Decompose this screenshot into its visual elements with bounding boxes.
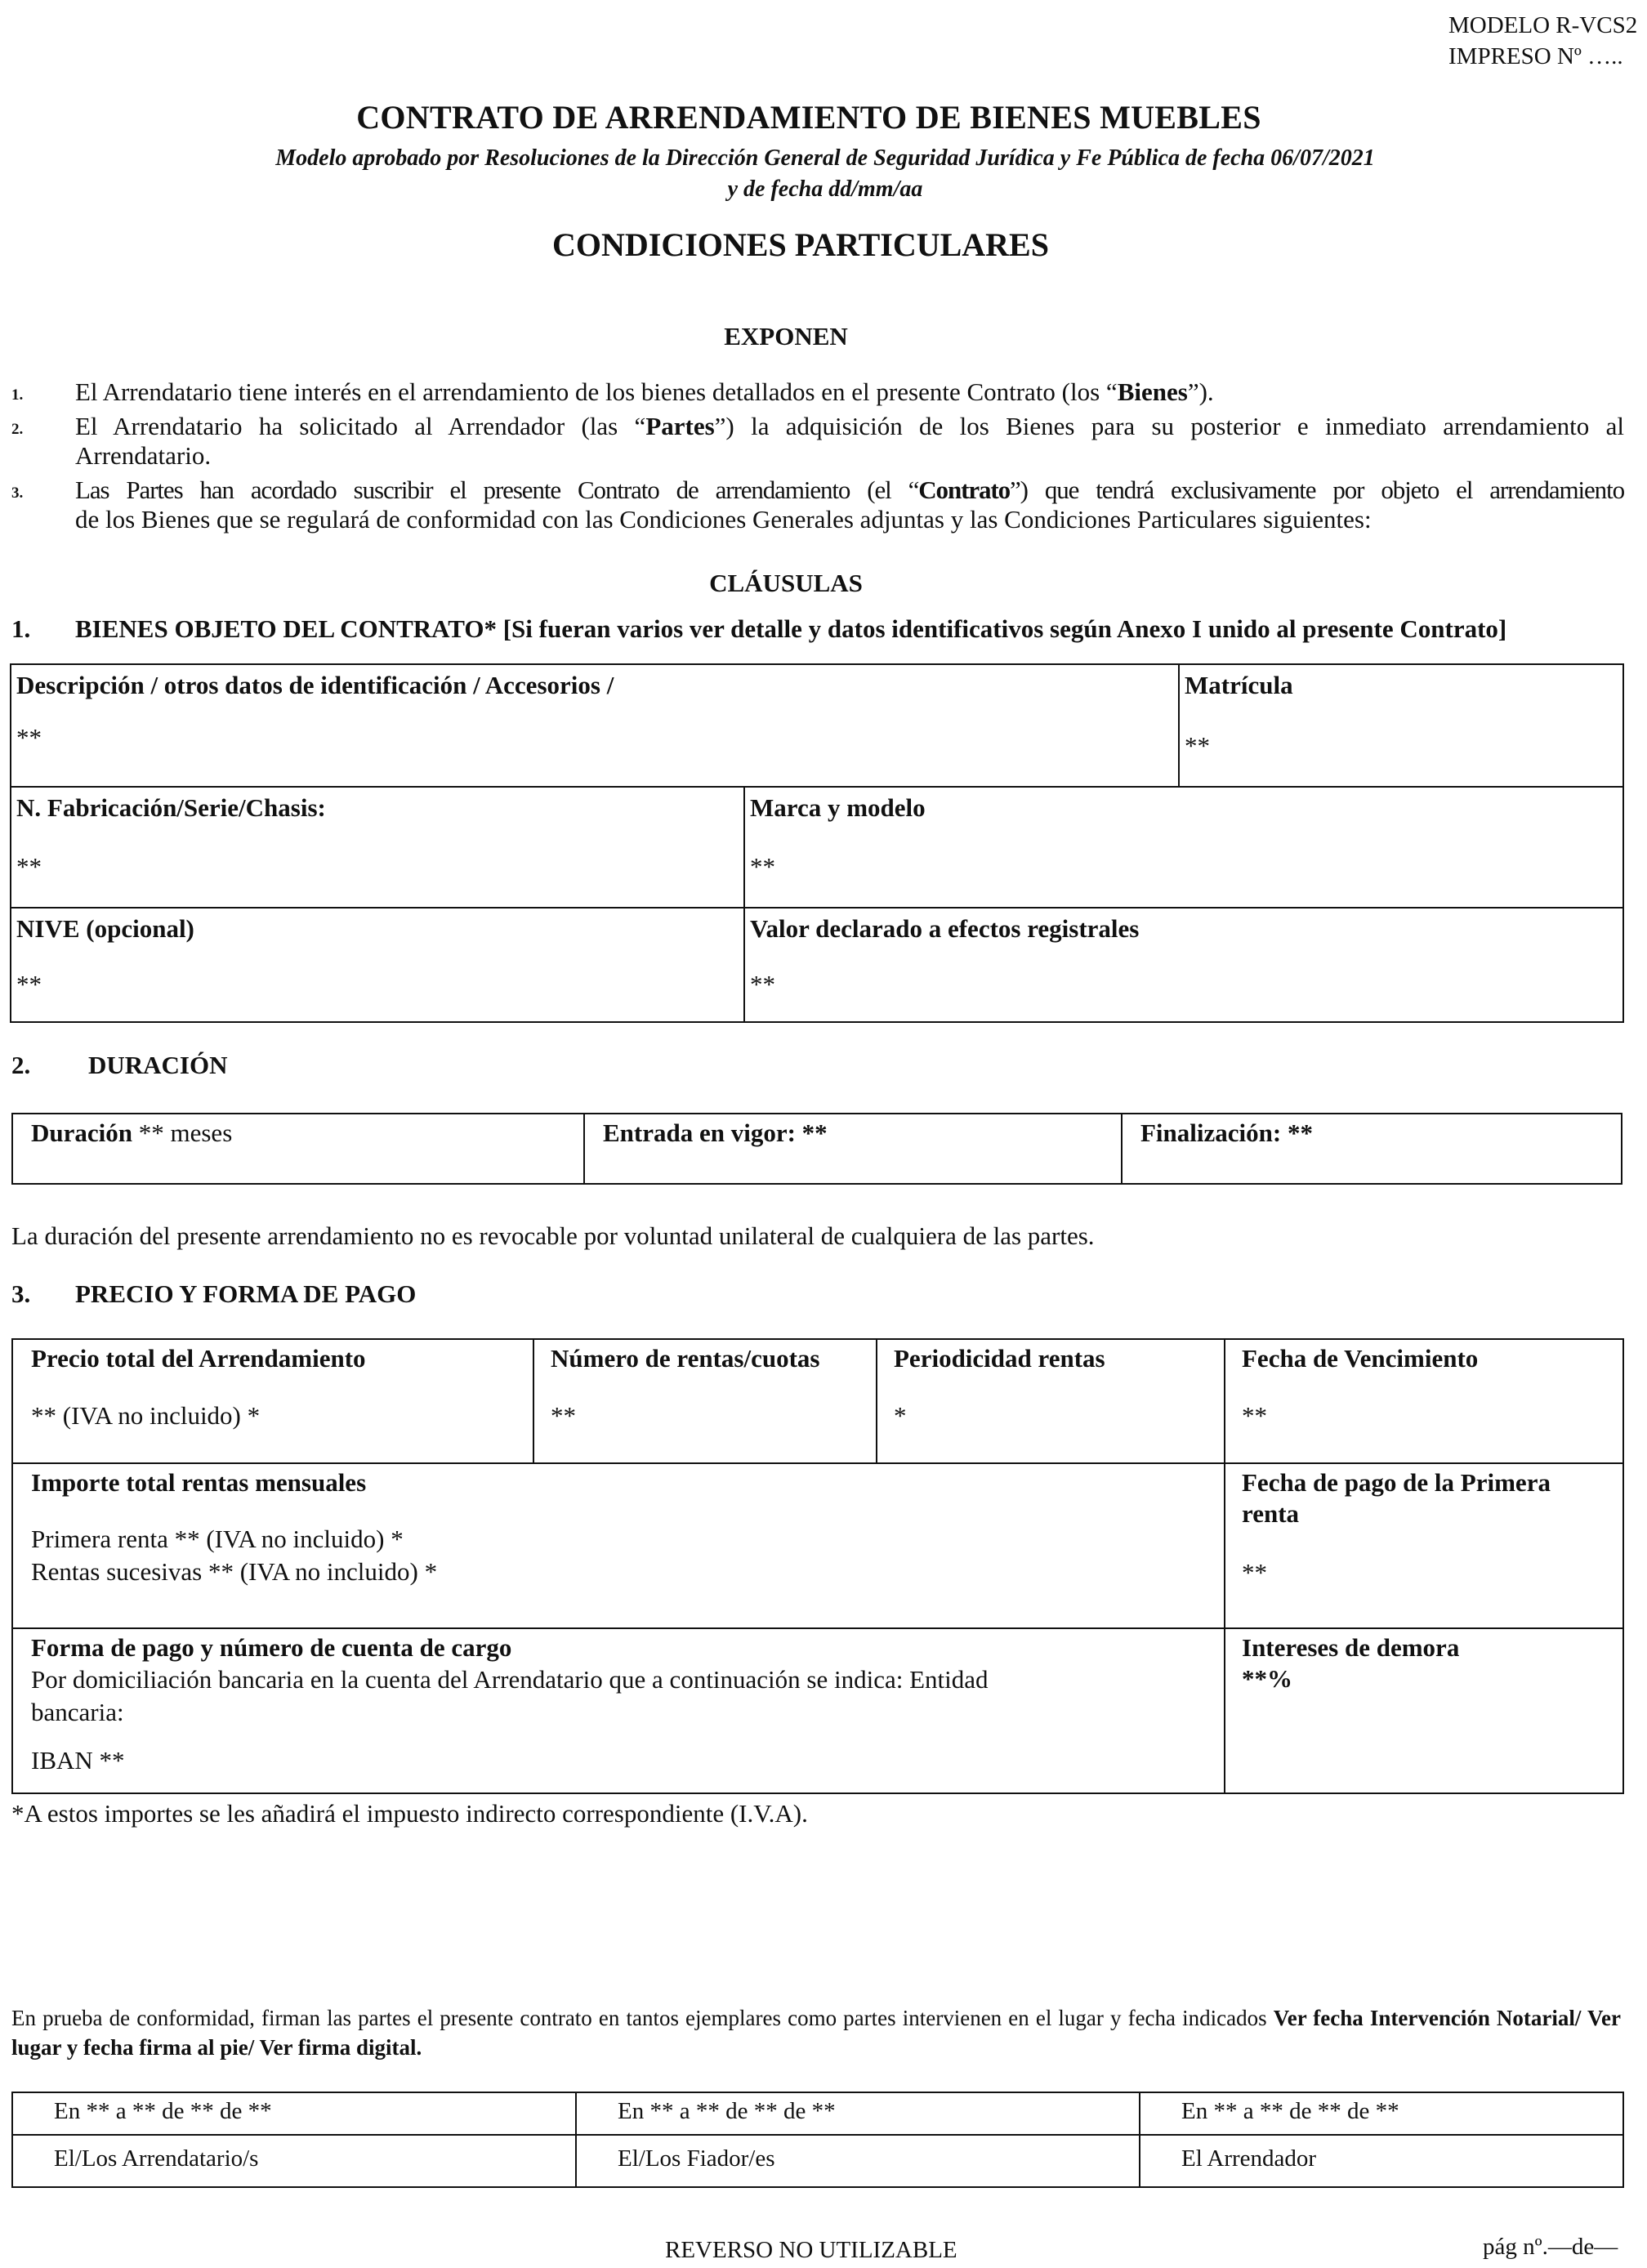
duracion-value[interactable]: ** meses <box>132 1118 233 1147</box>
exponen-item-2: 2. El Arrendatario ha solicitado al Arrendador (las “Partes”) la adquisición de los Bienes para su posterior e inmediato arrendamiento al Arrendatario. <box>11 412 1624 470</box>
forma-pago-label: Forma de pago y número de cuenta de cargo <box>31 1633 512 1662</box>
descripcion-label: Descripción / otros datos de identificación / Accesorios / <box>16 671 614 699</box>
clause-2-title: 2. DURACIÓN <box>11 1051 228 1079</box>
conformidad-bold: Ver fecha Intervención Notarial/ Ver lugar y fecha firma al pie/ Ver firma digital. <box>11 2006 1621 2060</box>
section-title: CONDICIONES PARTICULARES <box>552 226 1049 263</box>
arrendador-signature[interactable]: El Arrendador <box>1181 2145 1317 2172</box>
fecha-primera-value[interactable]: ** <box>1242 1558 1267 1587</box>
valor-cell <box>743 907 1624 1023</box>
entrada-label[interactable]: Entrada en vigor: ** <box>603 1118 828 1147</box>
signature-table-divider <box>11 2134 1624 2136</box>
intereses-cell <box>1224 1627 1624 1794</box>
exponen-item-number: 1. <box>11 386 24 404</box>
reverso-notice: REVERSO NO UTILIZABLE <box>665 2237 957 2263</box>
arrendatario-place[interactable]: En ** a ** de ** de ** <box>54 2098 272 2124</box>
descripcion-value[interactable]: ** <box>16 723 42 752</box>
duracion-cell <box>11 1113 585 1185</box>
fecha-primera-label: Fecha de pago de la Primera renta <box>1242 1468 1551 1528</box>
exponen-item-number: 3. <box>11 484 24 502</box>
model-code: MODELO R-VCS2 <box>1448 12 1638 38</box>
precio-value[interactable]: ** (IVA no incluido) * <box>31 1401 261 1430</box>
exponen-heading: EXPONEN <box>724 322 848 350</box>
entrada-cell <box>583 1113 1123 1185</box>
fiador-signature[interactable]: El/Los Fiador/es <box>618 2145 775 2172</box>
document-title: CONTRATO DE ARRENDAMIENTO DE BIENES MUEBLES <box>356 99 1261 136</box>
matricula-cell <box>1178 663 1624 788</box>
exponen-item-1: 1. El Arrendatario tiene interés en el arrendamiento de los bienes detallados en el presente Contrato (los “Bienes”). <box>11 377 1624 407</box>
periodicidad-value[interactable]: * <box>894 1401 907 1430</box>
finalizacion-cell <box>1121 1113 1622 1185</box>
descripcion-cell <box>10 663 1180 788</box>
clause-1-title: 1. BIENES OBJETO DEL CONTRATO* [Si fueran varios ver detalle y datos identificativos según Anexo I unido al presente Contrato] <box>11 614 1507 643</box>
numero-rentas-value[interactable]: ** <box>551 1401 576 1430</box>
duracion-label: Duración <box>31 1118 132 1147</box>
exponen-item-3: 3. Las Partes han acordado suscribir el presente Contrato de arrendamiento (el “Contrato”) que tendrá exclusivamente por objeto el arrendamiento de los Bienes que se regulará de conformidad con las Condiciones Generales adjuntas y las Condiciones Particulares siguientes: <box>11 475 1624 534</box>
clause-3-title: 3. PRECIO Y FORMA DE PAGO <box>11 1279 417 1308</box>
signature-col-divider-2 <box>1139 2092 1140 2188</box>
importe-cell <box>11 1462 1225 1629</box>
fabricacion-value[interactable]: ** <box>16 852 42 881</box>
impreso-number: IMPRESO Nº ….. <box>1448 43 1623 69</box>
valor-label: Valor declarado a efectos registrales <box>750 914 1140 943</box>
marca-value[interactable]: ** <box>750 852 775 881</box>
duracion-note: La duración del presente arrendamiento no es revocable por voluntad unilateral de cualquiera de las partes. <box>11 1221 1095 1250</box>
importe-label: Importe total rentas mensuales <box>31 1468 367 1497</box>
vencimiento-label: Fecha de Vencimiento <box>1242 1344 1479 1373</box>
subtitle-line-1: Modelo aprobado por Resoluciones de la Dirección General de Seguridad Jurídica y Fe Pública de fecha 06/07/2021 <box>275 145 1375 171</box>
forma-pago-text-2: bancaria: <box>31 1698 124 1726</box>
signature-col-divider-1 <box>575 2092 577 2188</box>
arrendador-place[interactable]: En ** a ** de ** de ** <box>1181 2098 1399 2124</box>
periodicidad-label: Periodicidad rentas <box>894 1344 1105 1373</box>
subtitle-line-2: y de fecha dd/mm/aa <box>727 176 923 202</box>
clausulas-heading: CLÁUSULAS <box>709 569 863 597</box>
numero-rentas-cell <box>533 1338 877 1464</box>
nive-label: NIVE (opcional) <box>16 914 194 943</box>
matricula-value[interactable]: ** <box>1185 731 1210 760</box>
matricula-label: Matrícula <box>1185 671 1293 699</box>
model-reference <box>1448 10 1637 72</box>
rentas-sucesivas[interactable]: Rentas sucesivas ** (IVA no incluido) * <box>31 1557 438 1586</box>
conformidad-text: En prueba de conformidad, firman las partes el presente contrato en tantos ejemplares como partes intervienen en el lugar y fecha indicados Ver fecha Intervención Notarial/ Ver lugar y fecha firma al pie/ Ver firma digital. <box>11 2006 1621 2060</box>
forma-pago-text-1: Por domiciliación bancaria en la cuenta del Arrendatario que a continuación se indica: Entidad <box>31 1665 989 1694</box>
fabricacion-label: N. Fabricación/Serie/Chasis: <box>16 793 326 822</box>
fecha-primera-cell <box>1224 1462 1624 1629</box>
nive-cell <box>10 907 745 1023</box>
page-number: pág nº.—de— <box>1483 2234 1618 2260</box>
primera-renta[interactable]: Primera renta ** (IVA no incluido) * <box>31 1525 404 1553</box>
valor-value[interactable]: ** <box>750 970 775 998</box>
precio-label: Precio total del Arrendamiento <box>31 1344 366 1373</box>
document-subtitle <box>0 143 1647 205</box>
precio-cell <box>11 1338 534 1464</box>
numero-rentas-label: Número de rentas/cuotas <box>551 1344 820 1373</box>
vencimiento-cell <box>1224 1338 1624 1464</box>
intereses-value[interactable]: **% <box>1242 1664 1292 1693</box>
marca-label: Marca y modelo <box>750 793 926 822</box>
forma-pago-cell <box>11 1627 1225 1794</box>
iva-footnote: *A estos importes se les añadirá el impuesto indirecto correspondiente (I.V.A). <box>11 1799 808 1828</box>
fiador-place[interactable]: En ** a ** de ** de ** <box>618 2098 836 2124</box>
vencimiento-value[interactable]: ** <box>1242 1401 1267 1430</box>
arrendatario-signature[interactable]: El/Los Arrendatario/s <box>54 2145 259 2172</box>
nive-value[interactable]: ** <box>16 970 42 998</box>
exponen-item-number: 2. <box>11 421 24 438</box>
intereses-label: Intereses de demora <box>1242 1633 1460 1662</box>
periodicidad-cell <box>876 1338 1225 1464</box>
finalizacion-label[interactable]: Finalización: ** <box>1140 1118 1313 1147</box>
fabricacion-cell <box>10 786 745 909</box>
marca-cell <box>743 786 1624 909</box>
iban-field[interactable]: IBAN ** <box>31 1746 125 1775</box>
